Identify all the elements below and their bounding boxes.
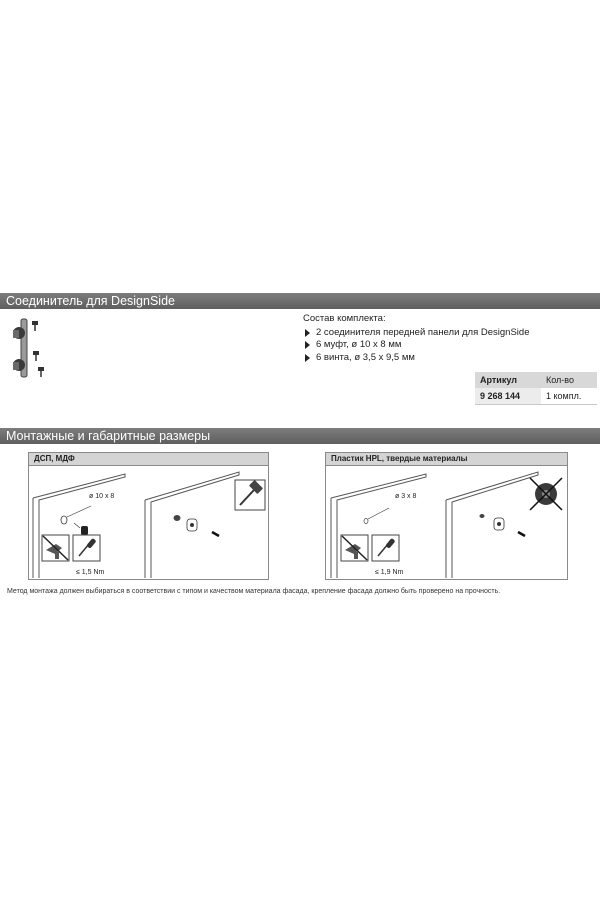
header-quantity: Кол-во	[541, 372, 597, 388]
kit-composition	[303, 313, 529, 364]
dimension-label: ø 10 x 8	[89, 493, 115, 500]
list-item: 6 муфт, ø 10 x 8 мм	[303, 339, 529, 352]
torque-label: ≤ 1,9 Nm	[375, 569, 404, 576]
mounting-panel-chipboard	[28, 452, 269, 580]
section-header-connector: Соединитель для DesignSide	[0, 293, 600, 309]
quantity-value: 1 компл.	[541, 388, 597, 404]
header-article: Артикул	[475, 372, 541, 388]
table-header-row	[475, 372, 597, 388]
mounting-note: Метод монтажа должен выбираться в соответствии с типом и качеством материала фасада, крепление фасада должно быть проверено на прочность.	[7, 588, 501, 595]
article-number: 9 268 144	[475, 388, 541, 404]
panel-title: ДСП, МДФ	[29, 453, 268, 466]
dimension-label: ø 3 x 8	[395, 493, 417, 500]
mounting-panel-hpl	[325, 452, 568, 580]
mounting-diagram-hpl	[326, 466, 567, 579]
list-item: 2 соединителя передней панели для DesignSide	[303, 327, 529, 340]
torque-label: ≤ 1,5 Nm	[76, 569, 105, 576]
article-table	[475, 372, 597, 405]
bullet-arrow-icon	[305, 329, 310, 337]
panel-title: Пластик HPL, твердые материалы	[326, 453, 567, 466]
connector-product-image	[8, 313, 50, 383]
mounting-diagram-chipboard	[29, 466, 268, 579]
composition-heading: Состав комплекта:	[303, 313, 386, 324]
section-header-mounting: Монтажные и габаритные размеры	[0, 428, 600, 444]
table-row	[475, 388, 597, 404]
list-item: 6 винта, ø 3,5 x 9,5 мм	[303, 352, 529, 365]
bullet-arrow-icon	[305, 354, 310, 362]
bullet-arrow-icon	[305, 341, 310, 349]
